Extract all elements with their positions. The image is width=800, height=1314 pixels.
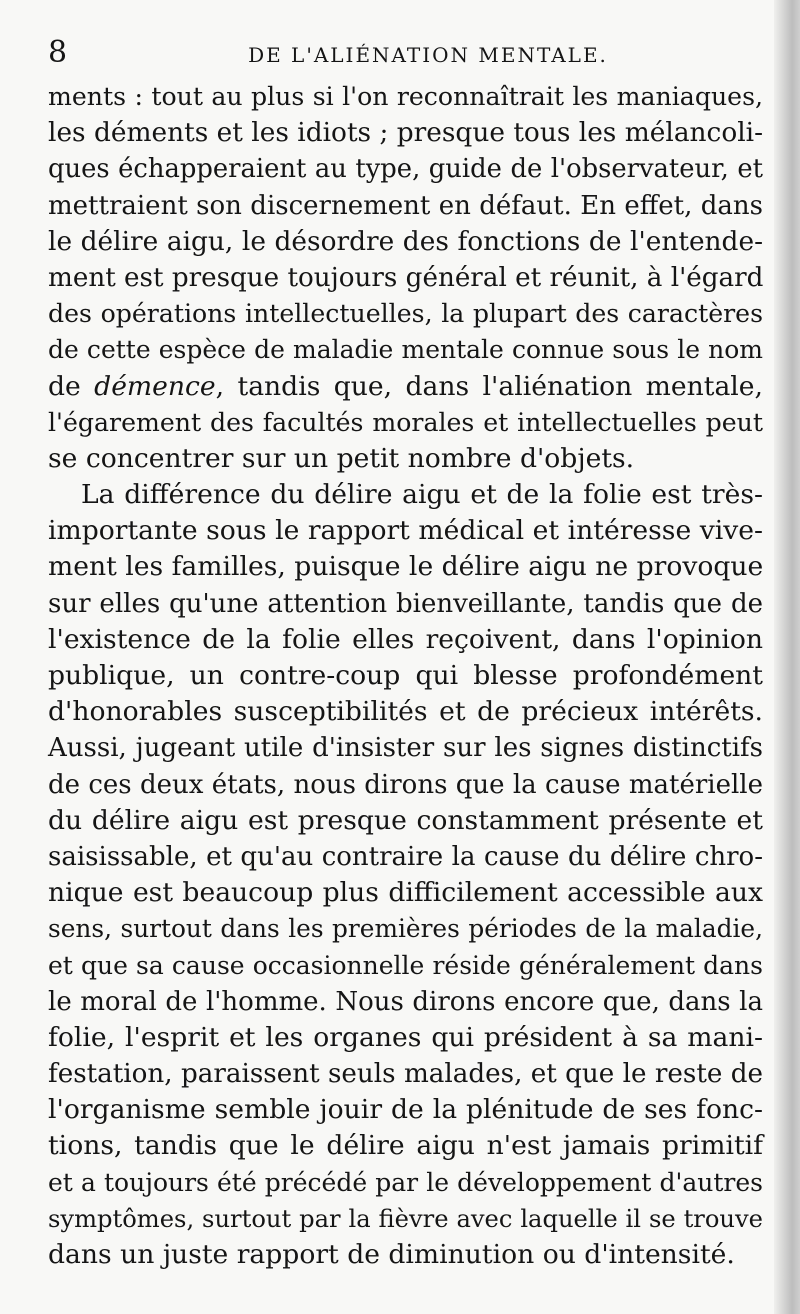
text-line: dans un juste rapport de diminution ou d'intensité. — [48, 1239, 735, 1270]
text-line: Aussi, jugeant utile d'insister sur les signes distinctifs — [48, 733, 763, 764]
text-line: de cette espèce de maladie mentale connue sous le nom — [48, 335, 763, 365]
text-line: le délire aigu, le désordre des fonctions de l'entende- — [48, 225, 763, 257]
body-text — [48, 79, 763, 1273]
text-line: le moral de l'homme. Nous dirons encore que, dans la — [48, 986, 763, 1017]
text-line: ments : tout au plus si l'on reconnaîtrait les maniaques, — [48, 82, 763, 111]
text-line: du délire aigu est presque constamment présente et — [48, 804, 763, 836]
text-line: symptômes, surtout par la fièvre avec laquelle il se trouve — [48, 1204, 763, 1233]
text-line: ment est presque toujours général et réunit, à l'égard — [48, 262, 764, 293]
page-header — [48, 36, 768, 70]
text-line: et que sa cause occasionnelle réside généralement dans — [48, 950, 763, 980]
text-line: tions, tandis que le délire aigu n'est jamais primitif — [48, 1130, 763, 1162]
text-segment: , tandis que, dans l'aliénation mentale, — [215, 370, 763, 402]
running-title: DE L'ALIÉNATION MENTALE. — [248, 43, 608, 67]
text-line: festation, paraissent seuls malades, et que le reste de — [48, 1059, 763, 1090]
text-line: l'existence de la folie elles reçoivent, dans l'opinion — [48, 623, 763, 655]
text-line: ques échapperaient au type, guide de l'observateur, et — [48, 154, 763, 185]
text-line: les déments et les idiots ; presque tous les mélancoli- — [48, 117, 764, 149]
text-line: des opérations intellectuelles, la plupart des caractères — [48, 299, 763, 329]
text-line: ment les familles, puisque le délire aigu ne provoque — [48, 551, 764, 583]
text-line-with-italic — [48, 369, 763, 405]
text-line: de ces deux états, nous dirons que la cause matérielle — [48, 769, 763, 800]
text-line: l'organisme semble jouir de la plénitude de ses fonc- — [48, 1094, 763, 1126]
text-line: importante sous le rapport médical et intéresse vive- — [48, 515, 763, 547]
text-line: publique, un contre-coup qui blesse profondément — [48, 660, 763, 691]
text-line: folie, l'esprit et les organes qui président à sa mani- — [48, 1021, 763, 1053]
text-line: sens, surtout dans les premières périodes de la maladie, — [48, 914, 763, 944]
text-segment: de — [48, 370, 95, 402]
page-edge-shadow — [774, 0, 800, 1314]
text-line: et a toujours été précédé par le développement d'autres — [48, 1167, 763, 1197]
page-number: 8 — [48, 35, 68, 70]
text-line: d'honorables susceptibilités et de précieux intérêts. — [48, 696, 763, 728]
text-line: mettraient son discernement en défaut. En effet, dans — [48, 190, 763, 221]
text-line: l'égarement des facultés morales et intellectuelles peut — [48, 407, 763, 437]
italic-term: démence — [94, 370, 216, 402]
text-line: nique est beaucoup plus difficilement accessible aux — [48, 877, 763, 909]
text-line: saisissable, et qu'au contraire la cause du délire chro- — [48, 841, 763, 872]
paragraph-first-line: La différence du délire aigu et de la folie est très- — [81, 479, 763, 511]
text-line: se concentrer sur un petit nombre d'objets. — [48, 442, 635, 474]
text-line: sur elles qu'une attention bienveillante, tandis que de — [48, 588, 763, 619]
